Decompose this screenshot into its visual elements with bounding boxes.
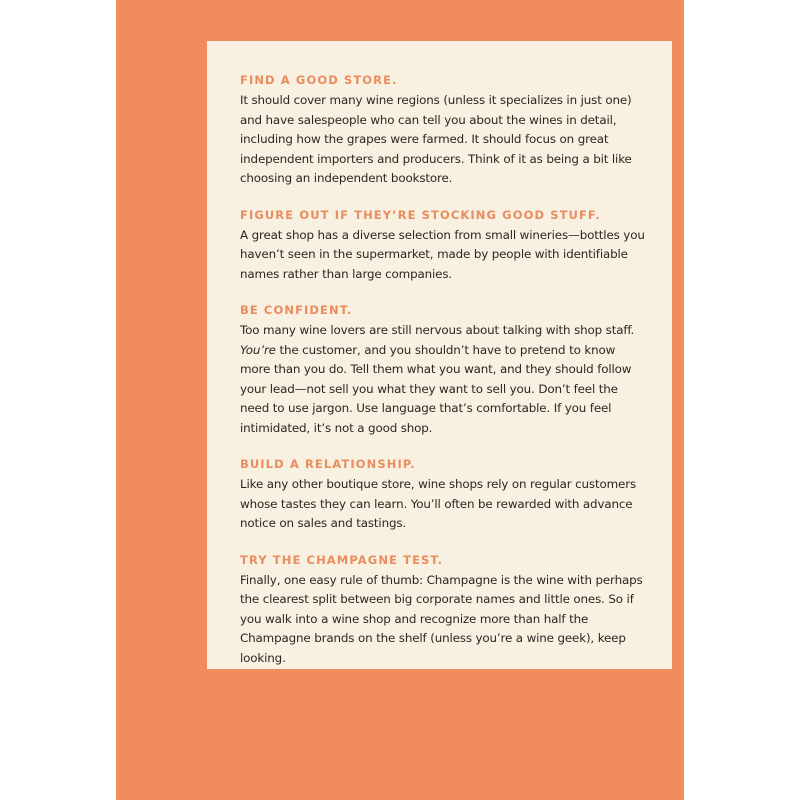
section-body: Finally, one easy rule of thumb: Champagne is the wine with perhaps the clearest split between big corporate names and little ones. So if you walk into a wine shop and recognize more than half the Champagne brands on the shelf (unless you’re a wine geek), keep looking. <box>240 572 643 665</box>
section-body-emphasis: You’re <box>240 342 276 357</box>
section-heading: TRY THE CHAMPAGNE TEST. <box>240 552 444 567</box>
book-page <box>116 0 684 800</box>
section-body: A great shop has a diverse selection from small wineries—bottles you haven’t seen in the supermarket, made by people with identifiable names rather than large companies. <box>240 227 645 281</box>
section-heading: FIND A GOOD STORE. <box>240 73 398 87</box>
section-body: Like any other boutique store, wine shops rely on regular customers whose tastes they can learn. You’ll often be rewarded with advance notice on sales and tastings. <box>240 477 636 530</box>
tip-section-find-store <box>240 71 646 189</box>
section-body <box>240 321 646 438</box>
section-heading: BUILD A RELATIONSHIP. <box>240 457 416 471</box>
tip-section-stocking <box>240 206 646 285</box>
tips-panel <box>207 41 672 669</box>
section-heading: FIGURE OUT IF THEY’RE STOCKING GOOD STUFF. <box>240 207 601 222</box>
tip-section-confident <box>240 301 646 438</box>
section-body-intro: Too many wine lovers are still nervous about talking with shop staff. <box>240 323 635 337</box>
section-heading: BE CONFIDENT. <box>240 303 353 317</box>
tip-section-champagne <box>240 551 646 669</box>
tip-section-relationship <box>240 455 646 534</box>
section-body: It should cover many wine regions (unless it specializes in just one) and have salespeople who can tell you about the wines in detail, including how the grapes were farmed. It should focus on great independent importers and producers. Think of it as being a bit like choosing an independent bookstore. <box>240 93 632 185</box>
section-body-rest: the customer, and you shouldn’t have to pretend to know more than you do. Tell them what you want, and they should follow your lead—not sell you what they want to sell you. Don’t feel the need to use jargon. Use language that’s comfortable. If you feel intimidated, it’s not a good shop. <box>240 342 632 435</box>
